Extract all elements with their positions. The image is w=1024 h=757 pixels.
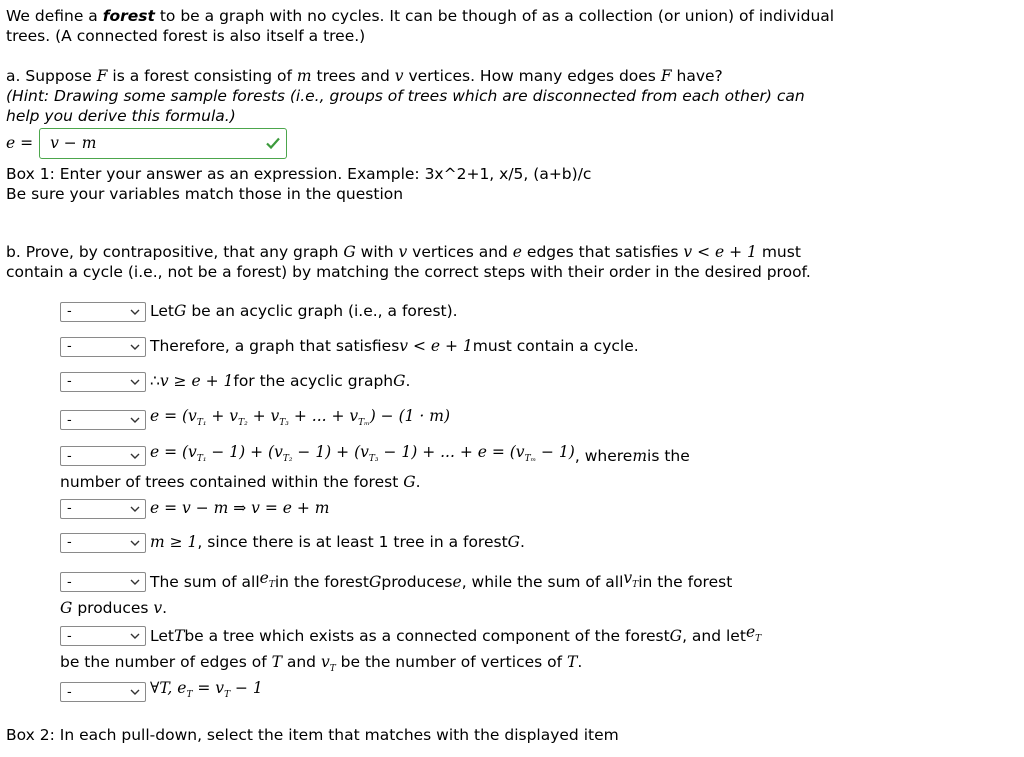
- chevron-down-icon: [129, 414, 141, 426]
- chevron-down-icon: [129, 630, 141, 642]
- checkmark-icon: [264, 134, 282, 152]
- intro-line-1: We define a forest to be a graph with no cycles. It can be though of as a collection (or union) of individual: [6, 7, 835, 25]
- step-dropdown[interactable]: -: [60, 626, 146, 646]
- answer-label: e =: [6, 134, 34, 152]
- step-dropdown[interactable]: -: [60, 410, 146, 430]
- proof-step: - $e = (v_{T_1} - 1) + (v_{T_2} - 1) + (v_{T_3} - 1)$ + ... + $e = (v_{T_m} - 1)$ , where m is the number of trees contained within the forest G.: [60, 443, 690, 492]
- chevron-down-icon: [129, 503, 141, 515]
- step-dropdown[interactable]: -: [60, 337, 146, 357]
- proof-step: - m ≥ 1 , since there is at least 1 tree in a forest G .: [60, 531, 525, 554]
- chevron-down-icon: [129, 537, 141, 549]
- step-dropdown[interactable]: -: [60, 533, 146, 553]
- intro-line-2: trees. (A connected forest is also itself a tree.): [6, 27, 366, 45]
- box2-note: Box 2: In each pull-down, select the item that matches with the displayed item: [6, 726, 619, 744]
- proof-step: - ∴ v ≥ e + 1 for the acyclic graph G .: [60, 370, 410, 393]
- step-dropdown[interactable]: -: [60, 372, 146, 392]
- proof-step: - ∀T, $e_T = v_T - 1$: [60, 677, 263, 707]
- step-dropdown[interactable]: -: [60, 446, 146, 466]
- answer-value: v − m: [50, 134, 97, 152]
- part-a-question: a. Suppose F is a forest consisting of m trees and v vertices. How many edges does F have?: [6, 67, 723, 85]
- chevron-down-icon: [129, 450, 141, 462]
- part-a-hint-2: help you derive this formula.): [6, 107, 236, 125]
- box1-note-2: Be sure your variables match those in the question: [6, 185, 404, 203]
- part-b-question-2: contain a cycle (i.e., not be a forest) by matching the correct steps with their order in the desired proof.: [6, 263, 811, 281]
- chevron-down-icon: [129, 376, 141, 388]
- chevron-down-icon: [129, 341, 141, 353]
- step-dropdown[interactable]: -: [60, 682, 146, 702]
- forest-term: forest: [102, 7, 155, 25]
- proof-step: - e = v − m ⇒ v = e + m: [60, 497, 329, 520]
- chevron-down-icon: [129, 686, 141, 698]
- proof-step: - The sum of all $e_T$ in the forest G produces e , while the sum of all $v_T$ in the forest G produces v.: [60, 569, 733, 618]
- part-b-question-1: b. Prove, by contrapositive, that any graph G with v vertices and e edges that satisfies v < e + 1 must: [6, 243, 801, 261]
- proof-step: - Let T be a tree which exists as a connected component of the forest G , and let $e_T$ be the number of edges of T and $v_T$ be the number of vertices of T.: [60, 623, 762, 675]
- proof-step: - Let G be an acyclic graph (i.e., a forest).: [60, 300, 458, 323]
- chevron-down-icon: [129, 306, 141, 318]
- step-dropdown[interactable]: -: [60, 499, 146, 519]
- proof-step: - Therefore, a graph that satisfies v < e + 1 must contain a cycle.: [60, 335, 639, 358]
- answer-row: [6, 126, 287, 160]
- box1-note-1: Box 1: Enter your answer as an expression. Example: 3x^2+1, x/5, (a+b)/c: [6, 165, 592, 183]
- proof-step: - $e = (v_{T_1} + v_{T_2} + v_{T_3}$ + ... + $v_{T_m}) - (1 \cdot m)$: [60, 405, 450, 435]
- step-dropdown[interactable]: -: [60, 572, 146, 592]
- part-a-hint-1: (Hint: Drawing some sample forests (i.e., groups of trees which are disconnected from each other) can: [6, 87, 805, 105]
- step-dropdown[interactable]: -: [60, 302, 146, 322]
- answer-input[interactable]: [39, 128, 287, 159]
- chevron-down-icon: [129, 576, 141, 588]
